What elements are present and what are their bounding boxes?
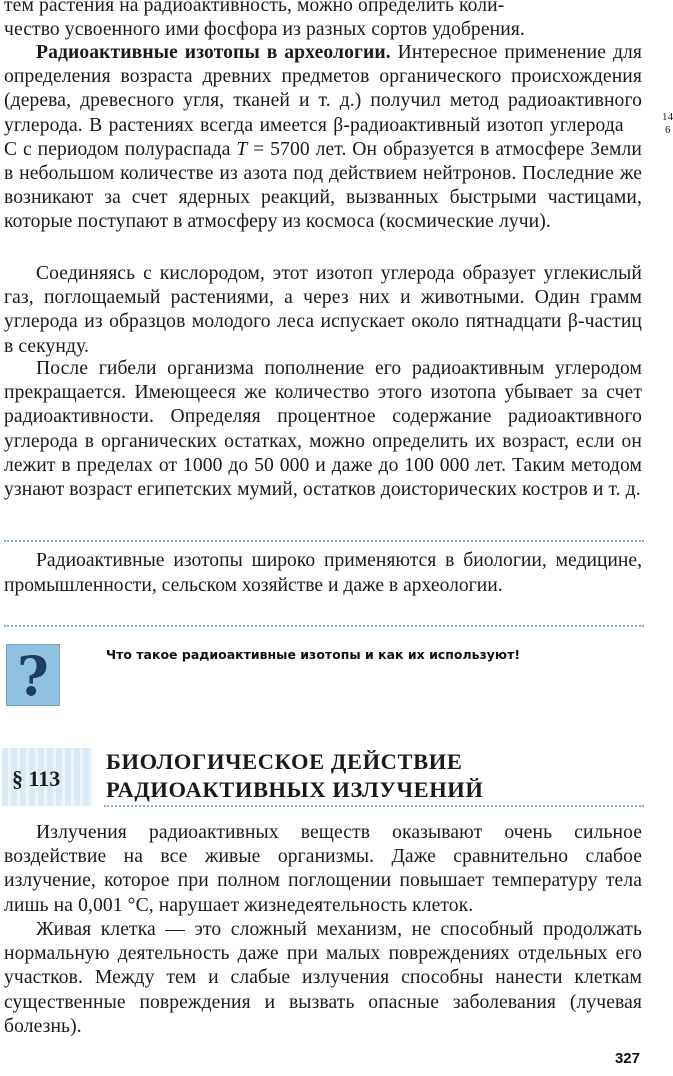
review-question: Что такое радиоактивные изотопы и как их используют! — [106, 647, 521, 662]
archaeology-text-b: с периодом полураспада — [17, 138, 237, 160]
isotope-symbol: C — [4, 138, 18, 160]
summary-divider-top — [4, 540, 644, 542]
top-fragment-line-1: тем растения на радиоактивность, можно определить коли- — [4, 0, 505, 16]
archaeology-paragraph — [4, 41, 673, 235]
paragraph-radiation-effect: Излучения радиоактивных веществ оказывают очень сильное воздействие на все живые организмы. Даже сравнительно слабое излучение, которое при полном поглощении повышает температуру тела лишь на 0,001 °C, нарушает жизнедеятельность клеток. — [4, 822, 642, 916]
question-mark-glyph: ? — [17, 644, 49, 708]
isotope-mass-number: 14 — [662, 110, 673, 123]
half-life-variable: T — [236, 138, 248, 160]
paragraph-carbon-dioxide: Соединяясь с кислородом, этот изотоп углерода образует углекислый газ, поглощаемый растениями, а через них и животными. Один грамм углерода из образцов молодого леса испускает около пятнадцати β-частиц в секунду. — [4, 263, 642, 357]
summary-text: Радиоактивные изотопы широко применяются в биологии, медицине, промышленности, сельском хозяйстве и даже в археологии. — [4, 550, 642, 596]
paragraph-living-cell: Живая клетка — это сложный механизм, не способный продолжать нормальную деятельность даже при малых повреждениях отдельных его участков. Между тем и слабые излучения способны нанести клеткам существенные повреждения и вызвать опасные заболевания (лучевая болезнь). — [4, 919, 642, 1037]
archaeology-text-a: Интересное применение для определения возраста древних предметов органического происхождения (дерева, древесного угля, тканей и т. д.) получил метод радиоактивного углерода. В растениях всегда имеется β-радиоактивный изотоп углерода — [4, 42, 642, 136]
archaeology-text-c: = 5700 лет. Он образуется в атмосфере Земли в небольшом количестве из азота под действием нейтронов. Последние же возникают за счет ядерных реакций, вызванных быстрыми частицами, которые поступают в атмосферу из космоса (космические лучи). — [4, 138, 642, 233]
section-title-line-2: РАДИОАКТИВНЫХ ИЗЛУЧЕНИЙ — [106, 777, 484, 802]
question-mark-icon — [6, 644, 60, 706]
section-title-underline — [104, 805, 644, 807]
top-fragment-line-2: чество усвоенного ими фосфора из разных сортов удобрения. — [4, 19, 525, 41]
section-title-line-1: БИОЛОГИЧЕСКОЕ ДЕЙСТВИЕ — [106, 749, 463, 774]
summary-divider-bottom — [4, 625, 644, 627]
archaeology-heading: Радиоактивные изотопы в археологии. — [36, 42, 391, 63]
section-number: § 113 — [12, 766, 61, 791]
paragraph-dating-method: После гибели организма пополнение его радиоактивным углеродом прекращается. Имеющееся же количество этого изотопа убывает за счет радиоактивности. Определяя процентное содержание радиоактивного углерода в органических остатках, можно определить их возраст, если он лежит в пределах от 1000 до 50 000 и даже до 100 000 лет. Таким методом узнают возраст египетских мумий, остатков доисторических костров и т. д. — [4, 358, 642, 501]
section-title — [106, 748, 626, 804]
top-fragment — [4, 0, 642, 42]
isotope-charge-number: 6 — [665, 123, 671, 136]
page-number: 327 — [614, 1050, 640, 1067]
carbon-14-isotope-notation — [630, 110, 673, 136]
section-number-badge — [2, 748, 92, 806]
